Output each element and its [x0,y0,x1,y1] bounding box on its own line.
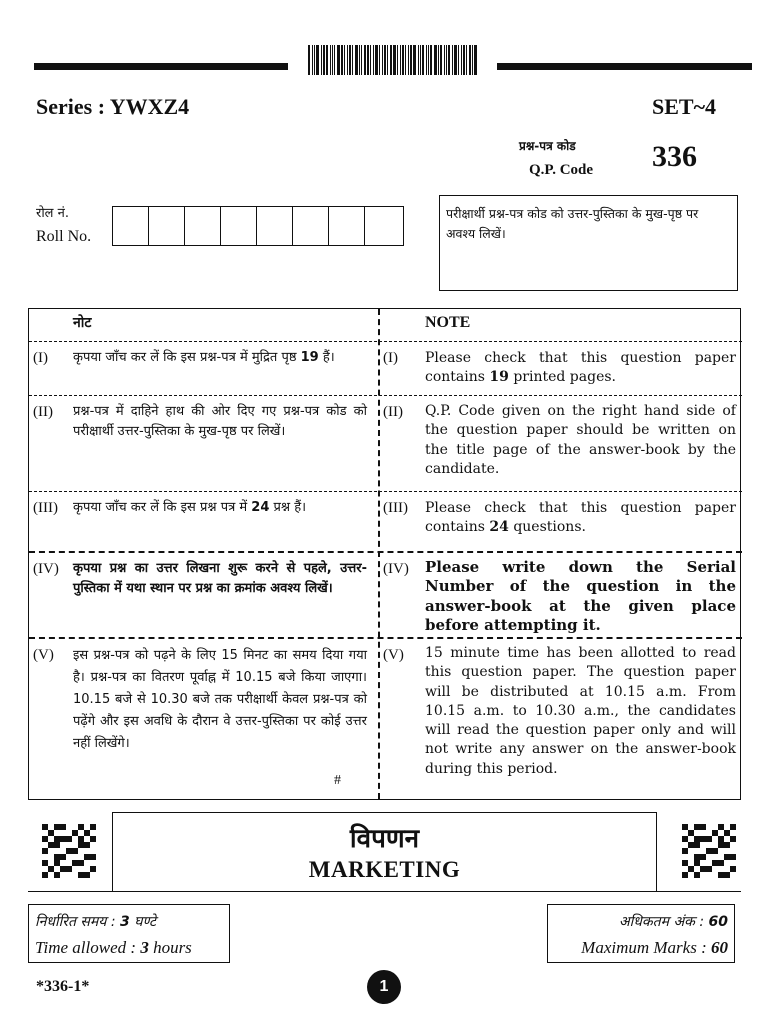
note-text-hindi: कृपया जाँच कर लें कि इस प्रश्न पत्र में 24 प्रश्न हैं। [73,500,307,515]
note-text-english: Q.P. Code given on the right hand side of the question paper should be written on the title page of the answer-book by the candidate. [425,403,736,477]
barcode-bar [446,45,447,75]
barcode-bar [384,45,386,75]
barcode-bar [375,45,378,75]
note-text-english: Please check that this question paper contains 19 printed pages. [425,350,736,386]
note-text-english: Please check that this question paper contains 24 questions. [425,500,736,536]
barcode-bar [472,45,473,75]
note-number: (II) [383,404,403,420]
qr-code-right [682,824,736,878]
barcode-bar [367,45,369,75]
barcode-bar [361,45,362,75]
barcode-bar [347,45,348,75]
series-label: Series : YWXZ4 [36,94,190,119]
barcode-bar [469,45,471,75]
barcode-bar [422,45,424,75]
roll-digit-box[interactable] [113,207,149,245]
note-text-english: 15 minute time has been allotted to read this question paper. The question paper will be distributed at 10.15 a.m. From 10.15 a.m. to 10.30 a.m., the candidates will read the question paper only and will not write any answer on the answer-book during this period. [425,645,736,777]
maximum-marks-box [547,904,735,963]
barcode-bar [316,45,319,75]
note-row [29,395,742,492]
barcode-bar [434,45,437,75]
barcode-bar [349,45,351,75]
barcode-bar [452,45,453,75]
roll-digit-box[interactable] [185,207,221,245]
barcode-bar [359,45,360,75]
note-number: (IV) [33,561,59,577]
barcode-bar [397,45,398,75]
barcode-bar [330,45,331,75]
note-row [29,637,742,801]
barcode-bar [428,45,429,75]
roll-digit-box[interactable] [365,207,401,245]
roll-digit-box[interactable] [149,207,185,245]
barcode-bar [444,45,445,75]
qr-module [730,872,736,878]
time-allowed-box [28,904,230,963]
barcode-bar [312,45,313,75]
note-number: (I) [383,350,398,366]
barcode-bar [323,45,325,75]
qr-code-left [42,824,96,878]
barcode-bar [352,45,353,75]
barcode-bar [408,45,409,75]
barcode-bar [418,45,419,75]
note-heading-hindi: नोट [73,315,92,331]
subject-title-box [112,812,657,892]
note-row [29,551,742,639]
top-rule-left [34,63,288,70]
roll-label-hindi: रोल नं. [36,206,69,221]
barcode-bar [308,45,310,75]
barcode-bar [344,45,345,75]
note-number: (III) [383,500,408,516]
time-allowed: Time allowed : 3 hours [35,938,192,957]
roll-digit-box[interactable] [221,207,257,245]
note-number: (V) [33,647,54,663]
roll-digit-box[interactable] [257,207,293,245]
barcode-bar [341,45,343,75]
note-text-english: Please write down the Serial Number of the question in the answer-book at the given place before attempting it. [425,558,736,634]
title-rule [28,891,741,892]
barcode-bar [405,45,406,75]
qp-code-label-hindi: प्रश्न-पत्र कोड [519,139,576,153]
roll-number-label [36,202,91,248]
barcode-bar [337,45,340,75]
maximum-marks-hindi: अधिकतम अंक : 60 [618,914,728,930]
barcode-bar [326,45,328,75]
note-number: (IV) [383,561,409,577]
notes-table [28,308,741,800]
barcode-bar [474,45,477,75]
barcode-bar [400,45,401,75]
subject-title: MARKETING [308,857,461,882]
qp-code-value: 336 [652,140,697,173]
barcode-bar [379,45,380,75]
roll-label-english: Roll No. [36,228,92,245]
barcode-bar [463,45,465,75]
note-row [29,341,742,396]
hash-mark: # [334,773,341,788]
page-number-badge: 1 [367,970,401,1004]
barcode-bar [321,45,322,75]
note-text-hindi: इस प्रश्न-पत्र को पढ़ने के लिए 15 मिनट का समय दिया गया है। प्रश्न-पत्र का वितरण पूर्वाह्न में 10.15 बजे किया जाएगा। 10.15 बजे से 10.30 बजे तक परीक्षार्थी केवल प्रश्न-पत्र को पढ़ेंगे और इस अवधि के दौरान वे उत्तर-पुस्तिका पर कोई उत्तर नहीं लिखेंगे। [73,648,367,751]
maximum-marks: Maximum Marks : 60 [581,938,728,957]
roll-digit-box[interactable] [293,207,329,245]
subject-title-hindi: विपणन [349,824,420,854]
note-number: (I) [33,350,48,366]
barcode-bar [430,45,432,75]
barcode-bar [402,45,404,75]
barcode-bar [448,45,450,75]
note-number: (V) [383,647,404,663]
barcode-bar [387,45,388,75]
note-number: (III) [33,500,58,516]
note-text-hindi: प्रश्न-पत्र में दाहिने हाथ की ओर दिए गए प्रश्न-पत्र कोड को परीक्षार्थी उत्तर-पुस्तिका के मुख-पृष्ठ पर लिखें। [73,404,367,439]
barcode-bar [334,45,335,75]
set-label: SET~4 [652,94,717,119]
time-allowed-hindi: निर्धारित समय : 3 घण्टे [35,914,157,930]
note-text-hindi: कृपया प्रश्न का उत्तर लिखना शुरू करने से पहले, उत्तर-पुस्तिका में यथा स्थान पर प्रश्न का क्रमांक अवश्य लिखें। [73,561,367,596]
barcode-bar [355,45,358,75]
top-rule-right [497,63,752,70]
note-row [29,491,742,552]
barcode-bar [390,45,392,75]
barcode-bar [438,45,439,75]
barcode-bar [332,45,333,75]
barcode-bar [314,45,315,75]
barcode-bar [458,45,459,75]
barcode-bar [440,45,442,75]
roll-digit-box[interactable] [329,207,365,245]
qr-module [90,872,96,878]
note-heading-english: NOTE [425,314,471,331]
barcode-bar [426,45,427,75]
qp-code-instruction-box: परीक्षार्थी प्रश्न-पत्र कोड को उत्तर-पुस्तिका के मुख-पृष्ठ पर अवश्य लिखें। [439,195,738,291]
qp-code-label: Q.P. Code [529,162,594,178]
barcode-bar [420,45,421,75]
barcode-bar [382,45,383,75]
barcode-bar [373,45,374,75]
note-number: (II) [33,404,53,420]
barcode-bar [413,45,416,75]
barcode-bar [364,45,366,75]
barcode-bar [466,45,467,75]
barcode-bar [461,45,462,75]
note-text-hindi: कृपया जाँच कर लें कि इस प्रश्न-पत्र में मुद्रित पृष्ठ 19 हैं। [73,350,335,365]
paper-code-footer: *336-1* [36,978,90,995]
barcode-bar [393,45,396,75]
barcode-bar [410,45,412,75]
roll-number-boxes[interactable] [112,206,404,246]
barcode-bar [370,45,371,75]
barcode-bar [454,45,457,75]
barcode [308,45,479,75]
